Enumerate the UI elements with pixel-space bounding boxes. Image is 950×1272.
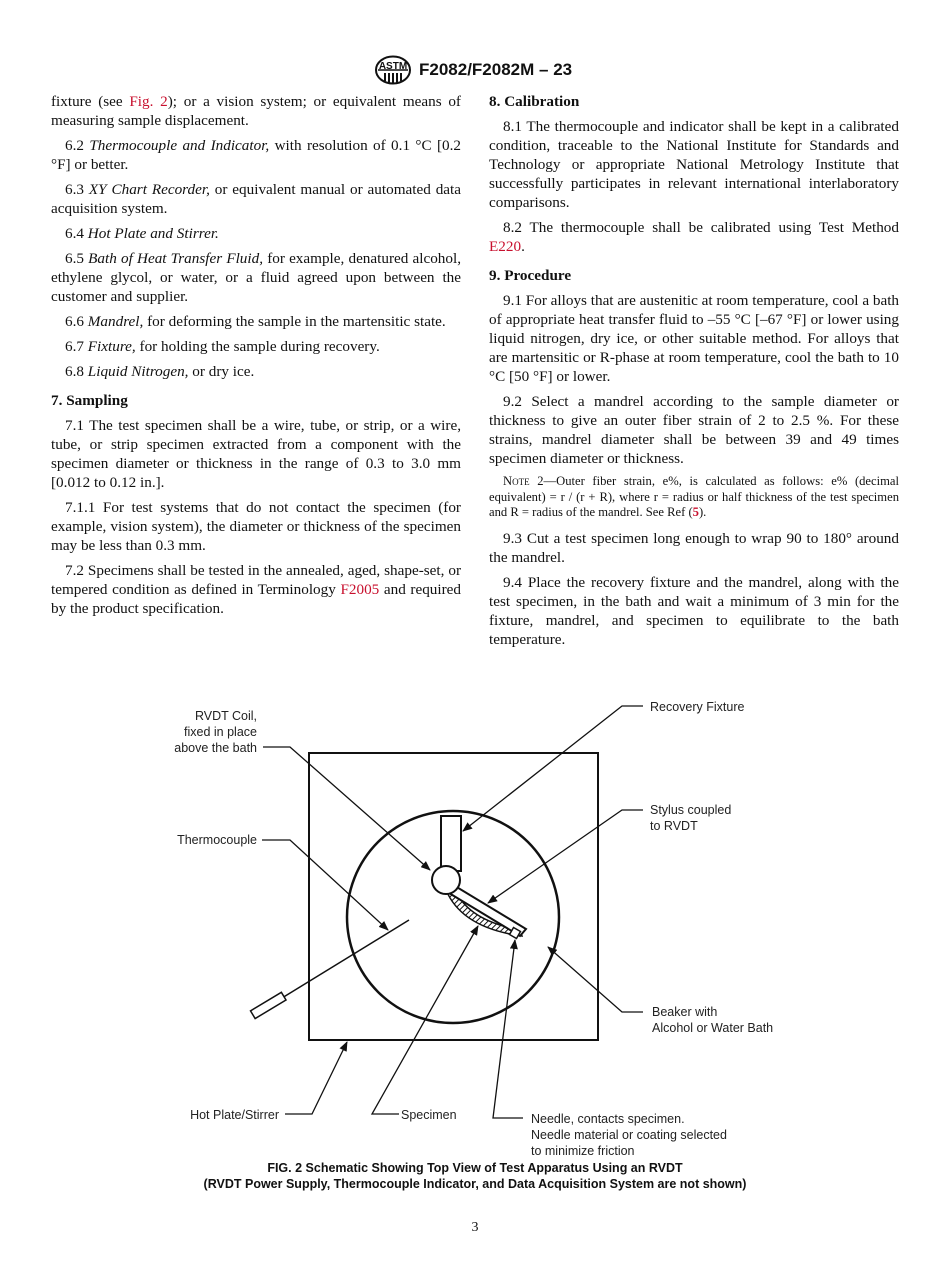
thermocouple-probe <box>251 992 286 1018</box>
label-beaker-2: Alcohol or Water Bath <box>652 1021 774 1035</box>
paragraph-continuation: fixture (see Fig. 2); or a vision system; or equivalent means of measuring sample displacement. <box>51 93 461 129</box>
leader-stylus <box>488 810 643 903</box>
paragraph-7-1: 7.1 The test specimen shall be a wire, tube, or strip, or a wire, tube, or strip specimen extracted from a component with the specimen diameter or thickness in the range of 0.3 to 3.0 mm [0.012 to 0.12 in.]. <box>51 417 461 491</box>
document-id: F2082/F2082M – 23 <box>419 60 573 79</box>
figure-caption-line-2: (RVDT Power Supply, Thermocouple Indicator, and Data Acquisition System are not shown) <box>203 1177 747 1191</box>
label-stylus-2: to RVDT <box>650 819 698 833</box>
paragraph-9-4: 9.4 Place the recovery fixture and the mandrel, along with the test specimen, in the bath and wait a minimum of 3 min for the fixture, mandrel, and specimen to equilibrate to the bath temperature. <box>489 573 899 648</box>
astm-logo-icon <box>374 55 412 85</box>
svg-text:ASTM: ASTM <box>378 61 408 72</box>
label-recovery-fixture: Recovery Fixture <box>650 700 745 714</box>
section-7-heading: 7. Sampling <box>51 392 128 409</box>
left-column <box>51 92 461 624</box>
paragraph-6-7: 6.7 Fixture, for holding the sample during recovery. <box>65 338 380 355</box>
section-9-heading: 9. Procedure <box>489 267 572 284</box>
page-number: 3 <box>471 1220 479 1235</box>
label-thermocouple: Thermocouple <box>177 833 257 847</box>
section-8-heading: 8. Calibration <box>489 93 580 110</box>
paragraph-6-5: 6.5 Bath of Heat Transfer Fluid, for example, denatured alcohol, ethylene glycol, or water, or a fluid agreed upon between the customer and supplier. <box>51 250 462 305</box>
paragraph-6-8: 6.8 Liquid Nitrogen, or dry ice. <box>65 363 255 380</box>
label-rvdt-coil-1: RVDT Coil, <box>194 709 257 723</box>
paragraph-8-2: 8.2 The thermocouple shall be calibrated using Test Method E220. <box>489 219 899 255</box>
label-stylus-1: Stylus coupled <box>650 803 732 817</box>
leader-beaker <box>548 947 643 1012</box>
fig-2-link[interactable]: Fig. 2 <box>129 93 168 110</box>
leader-hot-plate <box>285 1042 347 1114</box>
label-needle-2: Needle material or coating selected <box>531 1128 727 1142</box>
paragraph-9-2: 9.2 Select a mandrel according to the sample diameter or thickness to give an outer fiber strain of 2 to 2.5 %. For these strains, mandrel diameter shall be between 39 and 49 times specimen diameter or thickness. <box>489 393 899 467</box>
label-beaker-1: Beaker with <box>652 1005 718 1019</box>
label-rvdt-coil-2: fixed in place <box>184 725 257 739</box>
label-needle-1: Needle, contacts specimen. <box>531 1112 685 1126</box>
paragraph-7-1-1: 7.1.1 For test systems that do not contact the specimen (for example, vision system), the diameter or thickness of the specimen may be less than 0.3 mm. <box>51 499 461 554</box>
thermocouple-lead <box>282 920 409 998</box>
right-column <box>489 92 899 655</box>
f2005-link[interactable]: F2005 <box>340 581 380 598</box>
paragraph-9-3: 9.3 Cut a test specimen long enough to wrap 90 to 180° around the mandrel. <box>489 529 899 566</box>
note-2: Note 2—Outer fiber strain, e%, is calculated as follows: e% (decimal equivalent) = r / (r + R), where r = radius or half thickness of the test specimen and R = radius of the mandrel. See Ref (5). <box>489 474 899 519</box>
paragraph-6-3: 6.3 XY Chart Recorder, or equivalent manual or automated data acquisition system. <box>51 181 461 217</box>
figure-2 <box>0 690 950 1170</box>
leader-specimen <box>372 926 478 1114</box>
figure-caption <box>0 1160 950 1192</box>
figure-2-schematic <box>0 690 950 1160</box>
rvdt-coil-circle <box>432 866 460 894</box>
e220-link[interactable]: E220 <box>489 238 522 255</box>
paragraph-9-1: 9.1 For alloys that are austenitic at room temperature, cool a bath of appropriate heat transfer fluid to –55 °C [–67 °F] or lower using liquid nitrogen, dry ice, or other suitable method. For alloys that are martensitic or R-phase at room temperature, cool the bath to 10 °C [50 °F] or lower. <box>489 292 900 385</box>
recovery-fixture-post <box>441 816 461 871</box>
paragraph-8-1: 8.1 The thermocouple and indicator shall be kept in a calibrated condition, traceable to the National Institute for Standards and Technology or appropriate National Metrology Institute that successfully participates in relevant international interlaboratory comparisons. <box>489 118 899 211</box>
leader-rvdt-coil <box>263 747 430 870</box>
paragraph-7-2: 7.2 Specimens shall be tested in the annealed, aged, shape-set, or tempered condition as defined in Terminology F2005 and required by the product specification. <box>51 562 461 617</box>
leader-needle <box>493 940 523 1118</box>
paragraph-6-2: 6.2 Thermocouple and Indicator, with resolution of 0.1 °C [0.2 °F] or better. <box>51 137 461 173</box>
label-specimen: Specimen <box>401 1108 457 1122</box>
leader-recovery-fixture <box>463 706 643 831</box>
figure-caption-line-1: FIG. 2 Schematic Showing Top View of Test Apparatus Using an RVDT <box>267 1161 683 1175</box>
page-header <box>0 55 950 85</box>
label-hot-plate: Hot Plate/Stirrer <box>190 1108 279 1122</box>
ref-5-link[interactable]: 5 <box>692 505 699 519</box>
label-rvdt-coil-3: above the bath <box>174 741 257 755</box>
paragraph-6-6: 6.6 Mandrel, for deforming the sample in the martensitic state. <box>65 313 446 330</box>
paragraph-6-4: 6.4 Hot Plate and Stirrer. <box>65 225 219 242</box>
label-needle-3: to minimize friction <box>531 1144 635 1158</box>
